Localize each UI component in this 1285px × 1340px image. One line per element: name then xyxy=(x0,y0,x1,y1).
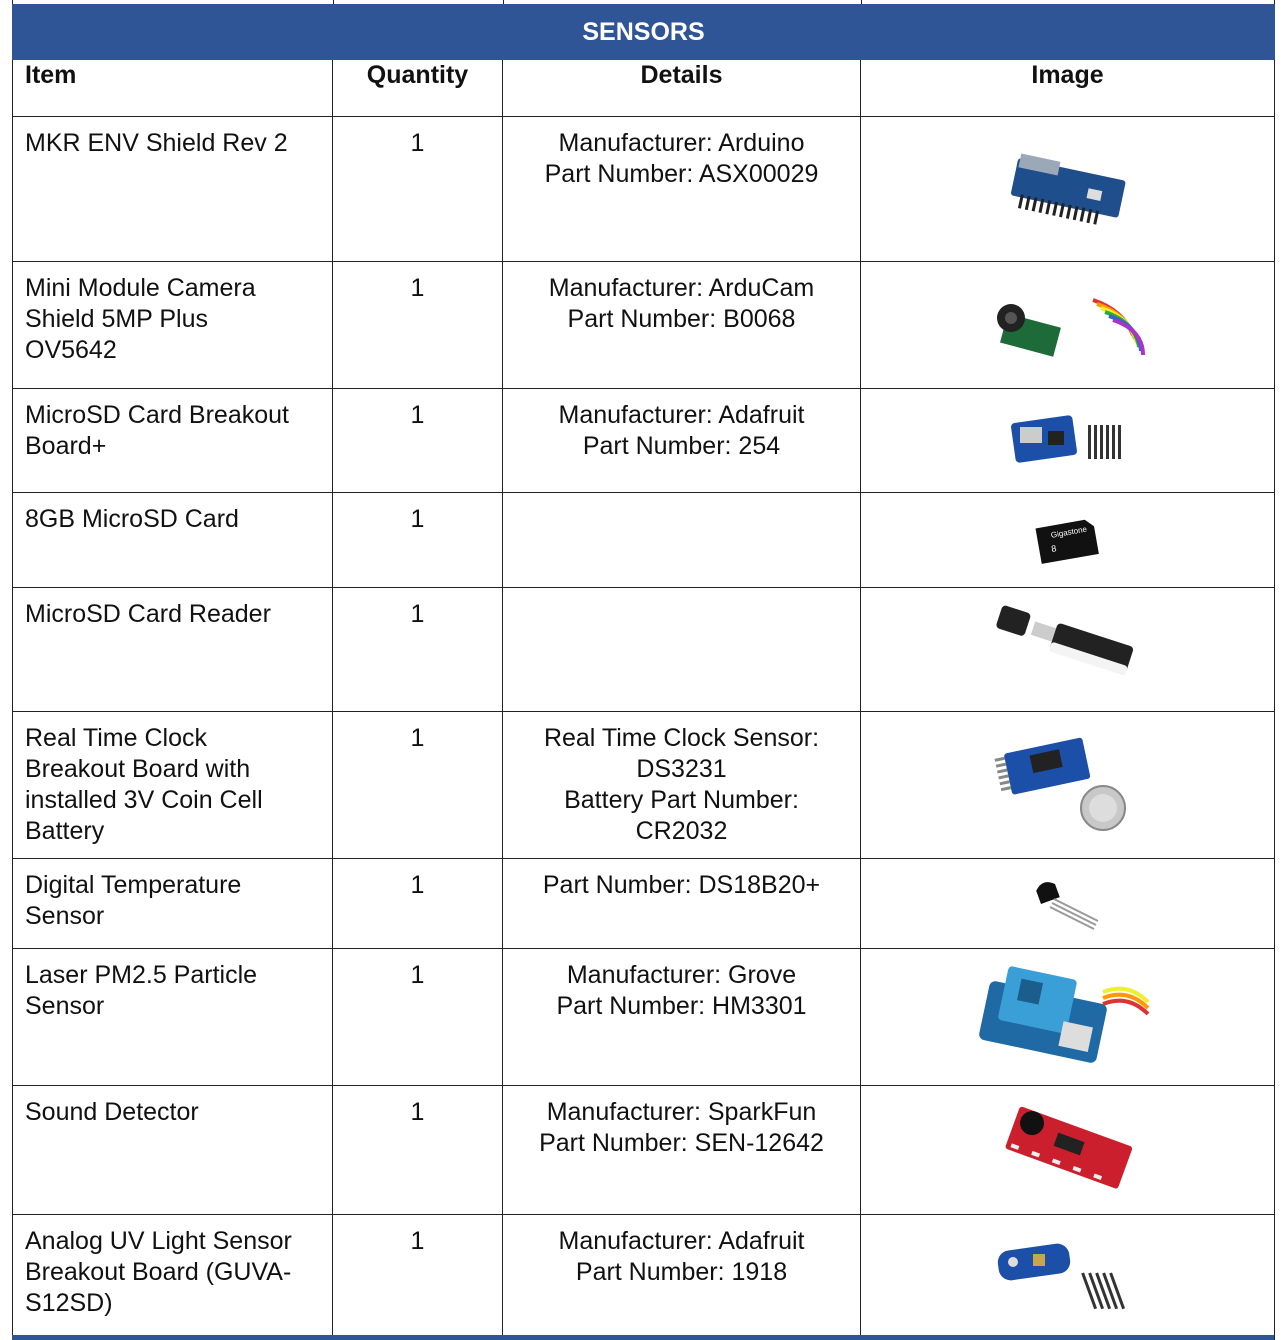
quantity-cell: 1 xyxy=(333,859,503,949)
details-line: CR2032 xyxy=(635,817,728,845)
product-image-cell xyxy=(861,949,1275,1086)
details-line: Part Number: HM3301 xyxy=(556,992,807,1020)
details-cell xyxy=(503,712,861,859)
quantity-cell: 1 xyxy=(333,588,503,712)
sound-detector-board-image xyxy=(993,1135,1143,1163)
item-name-line: Battery xyxy=(25,817,105,845)
item-name-line: MicroSD Card Reader xyxy=(25,600,271,628)
quantity-cell: 1 xyxy=(333,389,503,493)
item-name-line: Digital Temperature xyxy=(25,871,242,899)
item-name-cell xyxy=(13,1215,333,1340)
item-name-cell xyxy=(13,117,333,262)
sensors-table xyxy=(12,4,1275,1340)
item-name-line: Mini Module Camera xyxy=(25,274,256,302)
column-header-quantity: Quantity xyxy=(333,60,503,117)
details-line: Real Time Clock Sensor: xyxy=(543,724,820,752)
item-name-cell xyxy=(13,949,333,1086)
quantity-cell: 1 xyxy=(333,1086,503,1215)
column-header-item: Item xyxy=(13,60,333,117)
product-image-cell xyxy=(861,588,1275,712)
item-name-cell xyxy=(13,588,333,712)
table-row xyxy=(13,389,1275,493)
item-name-line: Board+ xyxy=(25,432,107,460)
item-name-line: Sensor xyxy=(25,992,105,1020)
item-name-line: Real Time Clock xyxy=(25,724,207,752)
quantity-cell: 1 xyxy=(333,262,503,389)
details-line: Battery Part Number: xyxy=(564,786,799,814)
details-line: Part Number: DS18B20+ xyxy=(542,871,821,899)
details-cell xyxy=(503,389,861,493)
item-name-line: Analog UV Light Sensor xyxy=(25,1227,292,1255)
details-cell xyxy=(503,262,861,389)
product-image-cell xyxy=(861,859,1275,949)
table-row xyxy=(13,493,1275,588)
quantity-cell: 1 xyxy=(333,1215,503,1340)
item-name-line: Sensor xyxy=(25,902,105,930)
table-row xyxy=(13,712,1275,859)
quantity-cell: 1 xyxy=(333,117,503,262)
table-row xyxy=(13,588,1275,712)
details-line: Part Number: SEN-12642 xyxy=(539,1129,824,1157)
product-image-cell xyxy=(861,1086,1275,1215)
details-line: DS3231 xyxy=(636,755,727,783)
column-header-details: Details xyxy=(503,60,861,117)
column-header-image: Image xyxy=(861,60,1275,117)
details-line: Part Number: 1918 xyxy=(575,1258,788,1286)
item-name-line: MKR ENV Shield Rev 2 xyxy=(25,129,288,157)
item-name-cell xyxy=(13,859,333,949)
quantity-cell: 1 xyxy=(333,949,503,1086)
arduino-mkr-env-shield-image xyxy=(993,174,1143,202)
details-cell xyxy=(503,493,861,588)
section-title: SENSORS xyxy=(13,5,1275,60)
item-name-line: Shield 5MP Plus xyxy=(25,305,208,333)
usb-card-reader-image xyxy=(988,634,1148,662)
item-name-line: OV5642 xyxy=(25,336,117,364)
details-cell xyxy=(503,859,861,949)
details-line: Manufacturer: Adafruit xyxy=(558,1227,805,1255)
particle-sensor-image xyxy=(973,1002,1163,1030)
product-image-cell xyxy=(861,117,1275,262)
details-line: Manufacturer: Grove xyxy=(566,961,797,989)
item-name-line: Breakout Board with xyxy=(25,755,251,783)
table-row xyxy=(13,117,1275,262)
table-row xyxy=(13,262,1275,389)
item-name-line: Laser PM2.5 Particle xyxy=(25,961,258,989)
details-line: Part Number: ASX00029 xyxy=(544,160,819,188)
quantity-cell: 1 xyxy=(333,493,503,588)
details-line: Part Number: 254 xyxy=(582,432,781,460)
svg-text:Gigastone: Gigastone xyxy=(1049,524,1088,540)
item-name-line: installed 3V Coin Cell xyxy=(25,786,263,814)
item-name-line: 8GB MicroSD Card xyxy=(25,505,239,533)
product-image-cell xyxy=(861,1215,1275,1340)
table-row xyxy=(13,1215,1275,1340)
product-image-cell xyxy=(861,712,1275,859)
table-row xyxy=(13,1086,1275,1215)
item-name-cell xyxy=(13,389,333,493)
table-bottom-bar xyxy=(12,1335,1274,1340)
rtc-board-and-coin-cell-image xyxy=(993,770,1143,798)
product-image-cell xyxy=(861,493,1275,588)
details-cell xyxy=(503,588,861,712)
details-cell xyxy=(503,949,861,1086)
details-cell xyxy=(503,1215,861,1340)
svg-text:8: 8 xyxy=(1049,543,1057,554)
details-line: Manufacturer: SparkFun xyxy=(546,1098,817,1126)
quantity-cell: 1 xyxy=(333,712,503,859)
header-row xyxy=(13,60,1275,117)
details-line: Manufacturer: Adafruit xyxy=(558,401,805,429)
table-row xyxy=(13,859,1275,949)
microsd-card-image xyxy=(1028,525,1108,553)
details-line: Manufacturer: Arduino xyxy=(558,129,805,157)
item-name-line: MicroSD Card Breakout xyxy=(25,401,289,429)
details-line: Part Number: B0068 xyxy=(567,305,796,333)
uv-sensor-breakout-image xyxy=(993,1262,1143,1290)
item-name-line: Sound Detector xyxy=(25,1098,199,1126)
details-line: Manufacturer: ArduCam xyxy=(548,274,815,302)
product-image-cell xyxy=(861,262,1275,389)
details-cell xyxy=(503,117,861,262)
details-cell xyxy=(503,1086,861,1215)
item-name-line: Breakout Board (GUVA- xyxy=(25,1258,292,1286)
item-name-cell xyxy=(13,262,333,389)
product-image-cell xyxy=(861,389,1275,493)
item-name-cell xyxy=(13,1086,333,1215)
item-name-cell xyxy=(13,493,333,588)
camera-module-with-ribbon-cable-image xyxy=(973,310,1163,338)
table-row xyxy=(13,949,1275,1086)
item-name-line: S12SD) xyxy=(25,1289,113,1317)
temperature-sensor-to92-image xyxy=(1028,888,1108,916)
item-name-cell xyxy=(13,712,333,859)
microsd-breakout-board-image xyxy=(1008,425,1128,453)
section-banner-row xyxy=(13,5,1275,60)
